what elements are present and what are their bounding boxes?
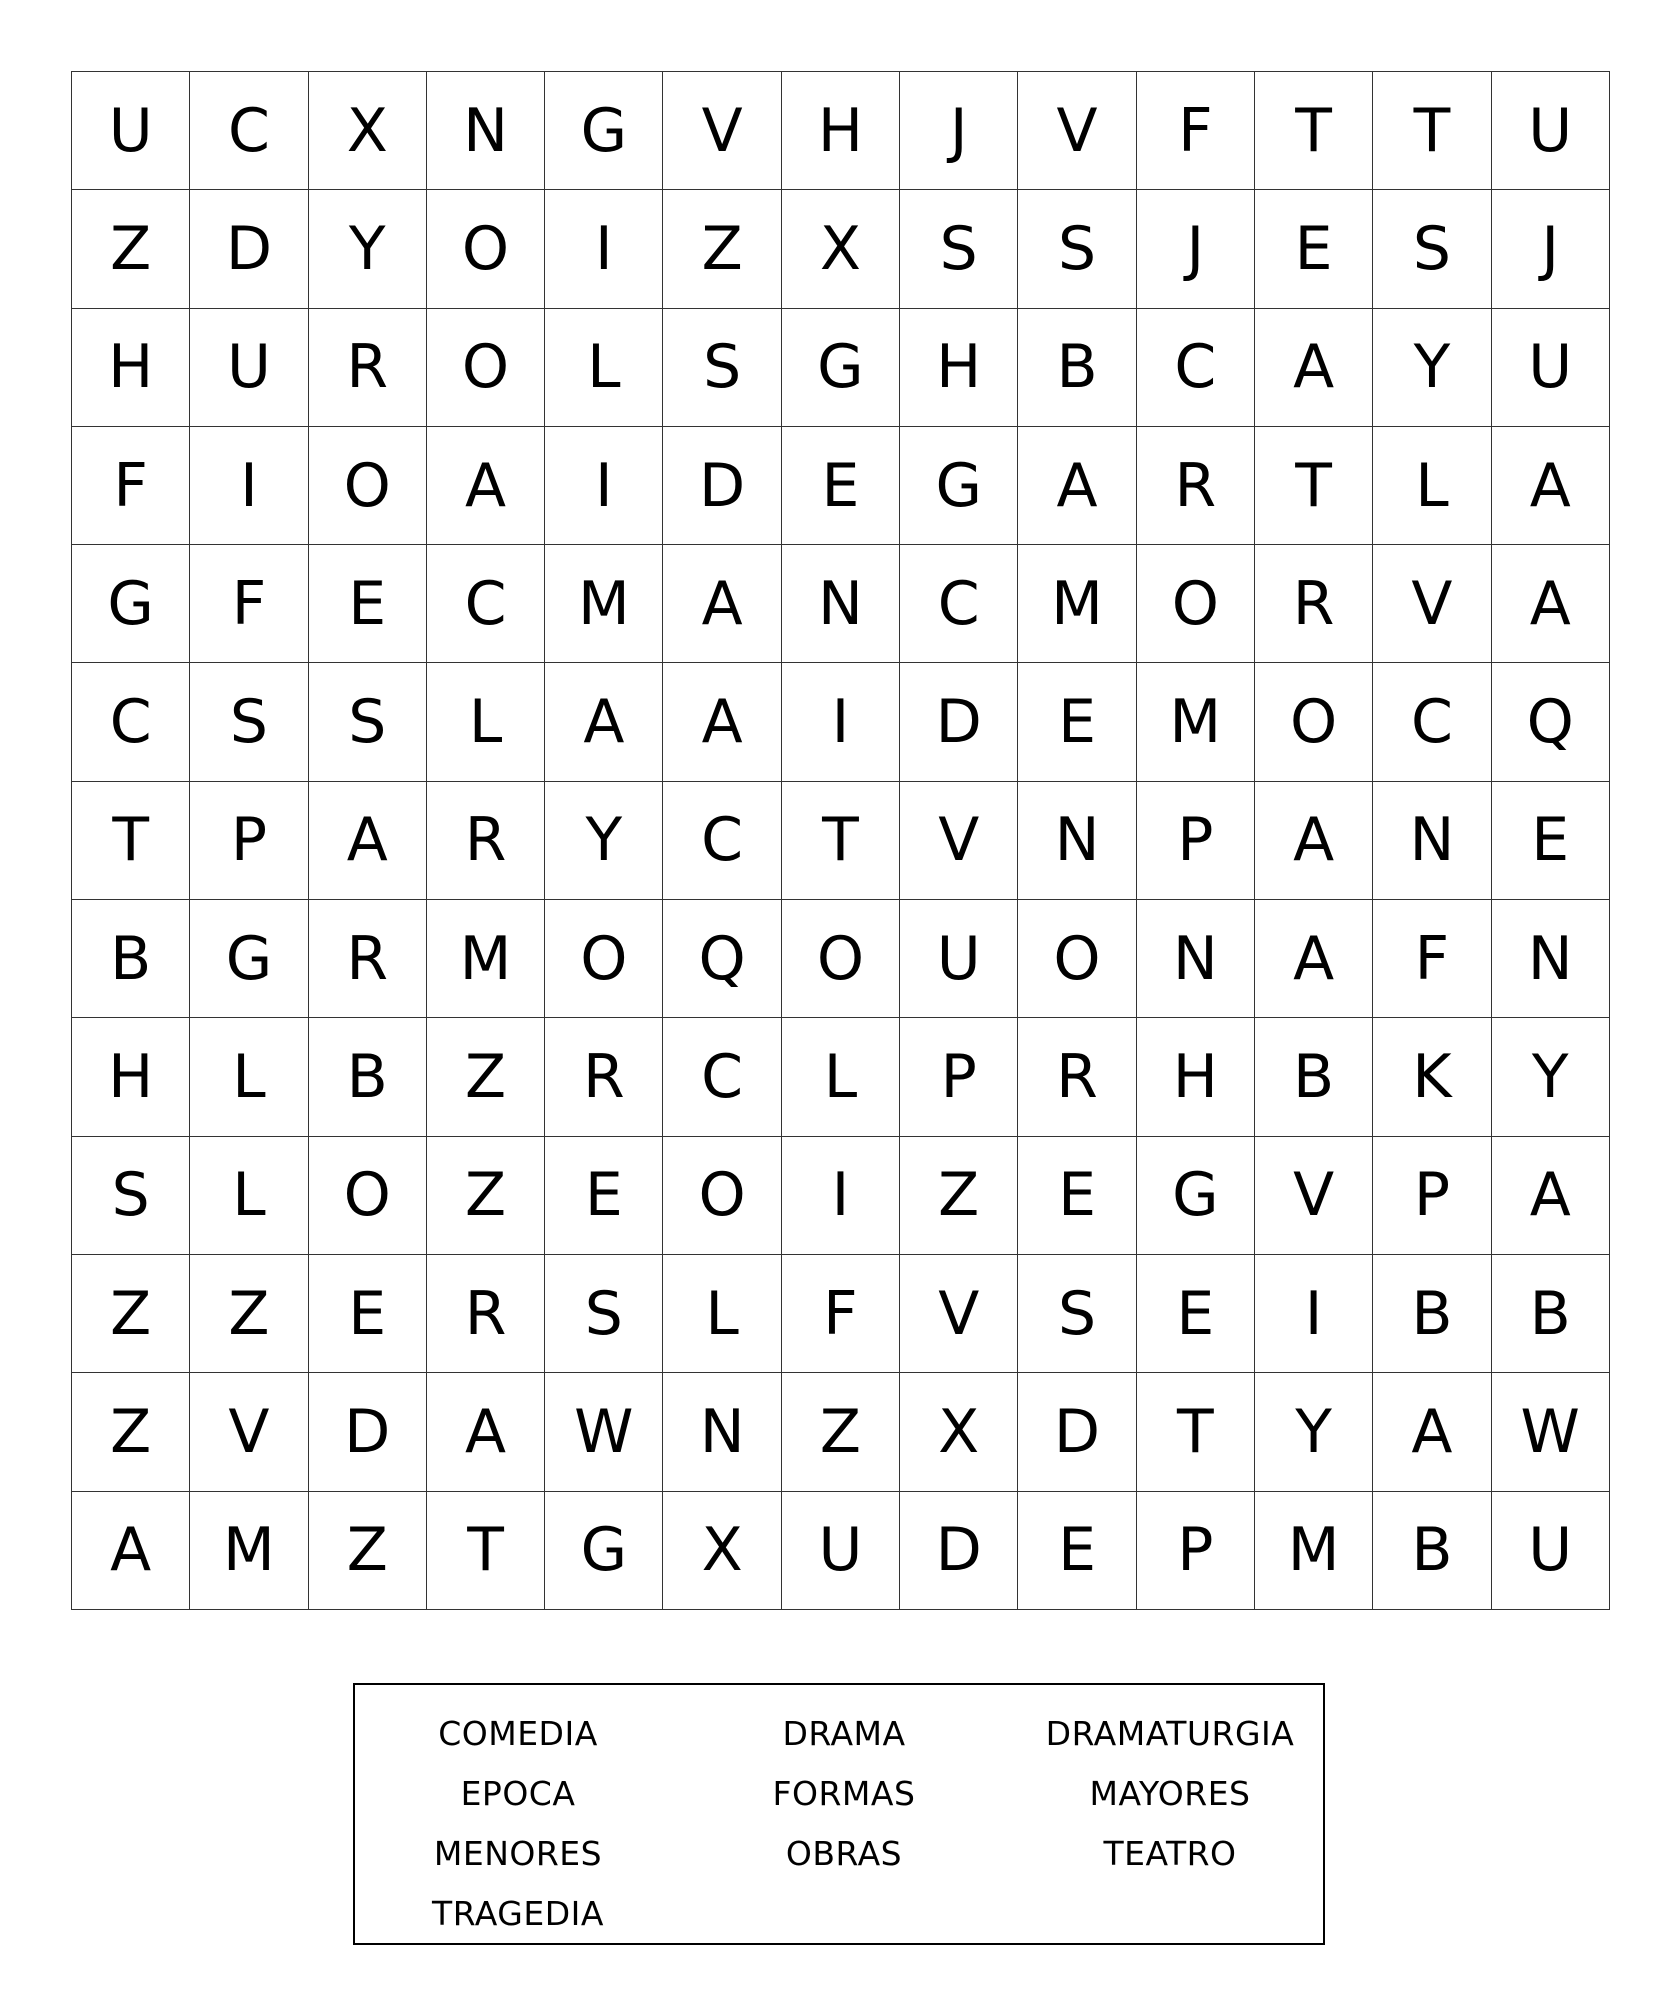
grid-cell[interactable]: E — [1018, 663, 1136, 781]
grid-cell[interactable]: M — [427, 900, 545, 1018]
grid-cell[interactable]: Y — [1373, 309, 1491, 427]
word-list-item: MENORES — [433, 1833, 603, 1873]
grid-cell[interactable]: H — [782, 72, 900, 190]
grid-cell[interactable]: V — [1018, 72, 1136, 190]
grid-cell[interactable]: C — [663, 782, 781, 900]
grid-cell[interactable]: F — [782, 1255, 900, 1373]
grid-cell[interactable]: L — [190, 1137, 308, 1255]
grid-cell[interactable]: F — [1373, 900, 1491, 1018]
word-list-item: DRAMA — [782, 1713, 906, 1753]
grid-cell[interactable]: S — [545, 1255, 663, 1373]
grid-cell[interactable]: I — [545, 427, 663, 545]
grid-cell[interactable]: H — [1137, 1018, 1255, 1136]
grid-cell[interactable]: X — [900, 1373, 1018, 1491]
grid-cell[interactable]: Z — [427, 1137, 545, 1255]
grid-cell[interactable]: S — [72, 1137, 190, 1255]
grid-cell[interactable]: U — [1492, 72, 1610, 190]
grid-cell[interactable]: E — [545, 1137, 663, 1255]
grid-cell[interactable]: C — [190, 72, 308, 190]
grid-cell[interactable]: E — [1018, 1137, 1136, 1255]
grid-cell[interactable]: N — [1373, 782, 1491, 900]
grid-cell[interactable]: Z — [72, 1255, 190, 1373]
grid-cell[interactable]: X — [782, 190, 900, 308]
grid-cell[interactable]: T — [1255, 427, 1373, 545]
grid-cell[interactable]: A — [545, 663, 663, 781]
grid-cell[interactable]: R — [1018, 1018, 1136, 1136]
grid-cell[interactable]: U — [900, 900, 1018, 1018]
word-list-item: MAYORES — [1089, 1773, 1251, 1813]
grid-cell[interactable]: H — [72, 1018, 190, 1136]
grid-cell[interactable]: G — [545, 72, 663, 190]
grid-cell[interactable]: H — [72, 309, 190, 427]
grid-cell[interactable]: T — [782, 782, 900, 900]
grid-cell[interactable]: M — [545, 545, 663, 663]
grid-cell[interactable]: A — [1255, 900, 1373, 1018]
grid-cell[interactable]: R — [545, 1018, 663, 1136]
grid-cell[interactable]: L — [1373, 427, 1491, 545]
grid-cell[interactable]: B — [1492, 1255, 1610, 1373]
grid-cell[interactable]: I — [1255, 1255, 1373, 1373]
grid-cell[interactable]: O — [1137, 545, 1255, 663]
grid-cell[interactable]: M — [1137, 663, 1255, 781]
grid-cell[interactable]: Z — [900, 1137, 1018, 1255]
grid-cell[interactable]: A — [309, 782, 427, 900]
grid-cell[interactable]: P — [190, 782, 308, 900]
grid-cell[interactable]: L — [545, 309, 663, 427]
grid-cell[interactable]: O — [309, 427, 427, 545]
grid-cell[interactable]: U — [72, 72, 190, 190]
grid-cell[interactable]: Q — [663, 900, 781, 1018]
word-list-box — [353, 1683, 1325, 1945]
grid-cell[interactable]: D — [900, 663, 1018, 781]
grid-cell[interactable]: O — [309, 1137, 427, 1255]
letter-grid — [71, 71, 1610, 1610]
grid-cell[interactable]: V — [900, 782, 1018, 900]
grid-cell[interactable]: E — [309, 545, 427, 663]
grid-cell[interactable]: V — [1255, 1137, 1373, 1255]
grid-cell[interactable]: M — [1018, 545, 1136, 663]
grid-cell[interactable]: A — [663, 545, 781, 663]
grid-cell[interactable]: F — [190, 545, 308, 663]
grid-cell[interactable]: T — [427, 1492, 545, 1610]
grid-cell[interactable]: O — [427, 309, 545, 427]
grid-cell[interactable]: O — [782, 900, 900, 1018]
grid-cell[interactable]: R — [1137, 427, 1255, 545]
word-list — [355, 1703, 1323, 1943]
grid-cell[interactable]: S — [1018, 190, 1136, 308]
grid-cell[interactable]: Z — [309, 1492, 427, 1610]
grid-cell[interactable]: H — [900, 309, 1018, 427]
grid-cell[interactable]: O — [545, 900, 663, 1018]
grid-cell[interactable]: A — [1018, 427, 1136, 545]
grid-cell[interactable]: G — [190, 900, 308, 1018]
grid-cell[interactable]: T — [1137, 1373, 1255, 1491]
grid-cell[interactable]: B — [309, 1018, 427, 1136]
grid-cell[interactable]: O — [1255, 663, 1373, 781]
grid-cell[interactable]: W — [1492, 1373, 1610, 1491]
grid-cell[interactable]: L — [427, 663, 545, 781]
grid-cell[interactable]: J — [900, 72, 1018, 190]
grid-cell[interactable]: N — [1492, 900, 1610, 1018]
grid-cell[interactable]: L — [663, 1255, 781, 1373]
grid-cell[interactable]: P — [1373, 1137, 1491, 1255]
grid-cell[interactable]: V — [190, 1373, 308, 1491]
grid-cell[interactable]: Y — [1492, 1018, 1610, 1136]
grid-cell[interactable]: S — [1373, 190, 1491, 308]
grid-cell[interactable]: N — [1137, 900, 1255, 1018]
grid-cell[interactable]: S — [309, 663, 427, 781]
grid-cell[interactable]: A — [427, 1373, 545, 1491]
grid-cell[interactable]: Z — [782, 1373, 900, 1491]
grid-cell[interactable]: E — [1255, 190, 1373, 308]
grid-cell[interactable]: W — [545, 1373, 663, 1491]
word-list-item: FORMAS — [772, 1773, 916, 1813]
grid-cell[interactable]: C — [663, 1018, 781, 1136]
grid-cell[interactable]: I — [782, 1137, 900, 1255]
word-list-item: TEATRO — [1103, 1833, 1237, 1873]
grid-cell[interactable]: D — [309, 1373, 427, 1491]
grid-cell[interactable]: U — [1492, 309, 1610, 427]
grid-cell[interactable]: P — [1137, 1492, 1255, 1610]
grid-cell[interactable]: F — [1137, 72, 1255, 190]
grid-cell[interactable]: A — [1255, 309, 1373, 427]
grid-cell[interactable]: R — [309, 309, 427, 427]
word-list-item: OBRAS — [785, 1833, 903, 1873]
grid-cell[interactable]: P — [1137, 782, 1255, 900]
grid-cell[interactable]: R — [309, 900, 427, 1018]
grid-cell[interactable]: U — [1492, 1492, 1610, 1610]
grid-cell[interactable]: N — [427, 72, 545, 190]
grid-cell[interactable]: G — [1137, 1137, 1255, 1255]
grid-cell[interactable]: G — [782, 309, 900, 427]
grid-cell[interactable]: R — [427, 782, 545, 900]
grid-cell[interactable]: I — [190, 427, 308, 545]
grid-cell[interactable]: Q — [1492, 663, 1610, 781]
grid-cell[interactable]: M — [1255, 1492, 1373, 1610]
grid-cell[interactable]: Y — [545, 782, 663, 900]
grid-cell[interactable]: B — [1255, 1018, 1373, 1136]
grid-cell[interactable]: E — [782, 427, 900, 545]
grid-cell[interactable]: O — [663, 1137, 781, 1255]
grid-cell[interactable]: F — [72, 427, 190, 545]
grid-cell[interactable]: O — [427, 190, 545, 308]
grid-cell[interactable]: Y — [309, 190, 427, 308]
grid-cell[interactable]: O — [1018, 900, 1136, 1018]
grid-cell[interactable]: A — [1492, 427, 1610, 545]
grid-cell[interactable]: G — [545, 1492, 663, 1610]
grid-cell[interactable]: Z — [190, 1255, 308, 1373]
grid-cell[interactable]: C — [900, 545, 1018, 663]
grid-cell[interactable]: E — [1018, 1492, 1136, 1610]
grid-cell[interactable]: K — [1373, 1018, 1491, 1136]
grid-cell[interactable]: A — [427, 427, 545, 545]
grid-cell[interactable]: J — [1492, 190, 1610, 308]
grid-cell[interactable]: C — [427, 545, 545, 663]
grid-cell[interactable]: D — [900, 1492, 1018, 1610]
grid-cell[interactable]: I — [545, 190, 663, 308]
grid-cell[interactable]: S — [900, 190, 1018, 308]
grid-cell[interactable]: Z — [72, 190, 190, 308]
word-list-item: TRAGEDIA — [432, 1893, 604, 1933]
grid-cell[interactable]: E — [1137, 1255, 1255, 1373]
grid-cell[interactable]: B — [72, 900, 190, 1018]
grid-cell[interactable]: Z — [427, 1018, 545, 1136]
grid-cell[interactable]: L — [782, 1018, 900, 1136]
grid-cell[interactable]: L — [190, 1018, 308, 1136]
grid-cell[interactable]: D — [663, 427, 781, 545]
grid-cell[interactable]: A — [1373, 1373, 1491, 1491]
grid-cell[interactable]: V — [663, 72, 781, 190]
grid-cell[interactable]: A — [72, 1492, 190, 1610]
grid-cell[interactable]: S — [663, 309, 781, 427]
grid-cell[interactable]: A — [1492, 1137, 1610, 1255]
grid-cell[interactable]: T — [1255, 72, 1373, 190]
grid-cell[interactable]: Z — [663, 190, 781, 308]
grid-cell[interactable]: M — [190, 1492, 308, 1610]
grid-cell[interactable]: Z — [72, 1373, 190, 1491]
word-list-item: DRAMATURGIA — [1045, 1713, 1295, 1753]
grid-cell[interactable]: J — [1137, 190, 1255, 308]
grid-cell[interactable]: I — [782, 663, 900, 781]
grid-cell[interactable]: S — [1018, 1255, 1136, 1373]
grid-cell[interactable]: N — [1018, 782, 1136, 900]
grid-cell[interactable]: P — [900, 1018, 1018, 1136]
grid-cell[interactable]: A — [1255, 782, 1373, 900]
grid-cell[interactable]: A — [1492, 545, 1610, 663]
grid-cell[interactable]: N — [663, 1373, 781, 1491]
grid-cell[interactable]: G — [900, 427, 1018, 545]
grid-cell[interactable]: R — [427, 1255, 545, 1373]
grid-cell[interactable]: V — [1373, 545, 1491, 663]
word-list-item: EPOCA — [460, 1773, 576, 1813]
grid-cell[interactable]: S — [190, 663, 308, 781]
grid-cell[interactable]: V — [900, 1255, 1018, 1373]
grid-cell[interactable]: B — [1373, 1492, 1491, 1610]
grid-cell[interactable]: R — [1255, 545, 1373, 663]
word-list-item: COMEDIA — [438, 1713, 598, 1753]
grid-cell[interactable]: B — [1373, 1255, 1491, 1373]
grid-cell[interactable]: E — [309, 1255, 427, 1373]
grid-cell[interactable]: D — [190, 190, 308, 308]
grid-cell[interactable]: X — [663, 1492, 781, 1610]
grid-cell[interactable]: Y — [1255, 1373, 1373, 1491]
grid-cell[interactable]: C — [1137, 309, 1255, 427]
grid-cell[interactable]: C — [1373, 663, 1491, 781]
grid-cell[interactable]: U — [190, 309, 308, 427]
grid-cell[interactable]: N — [782, 545, 900, 663]
grid-cell[interactable]: C — [72, 663, 190, 781]
grid-cell[interactable]: E — [1492, 782, 1610, 900]
grid-cell[interactable]: U — [782, 1492, 900, 1610]
grid-cell[interactable]: T — [1373, 72, 1491, 190]
grid-cell[interactable]: X — [309, 72, 427, 190]
grid-cell[interactable]: A — [663, 663, 781, 781]
grid-cell[interactable]: B — [1018, 309, 1136, 427]
grid-cell[interactable]: G — [72, 545, 190, 663]
grid-cell[interactable]: D — [1018, 1373, 1136, 1491]
grid-cell[interactable]: T — [72, 782, 190, 900]
